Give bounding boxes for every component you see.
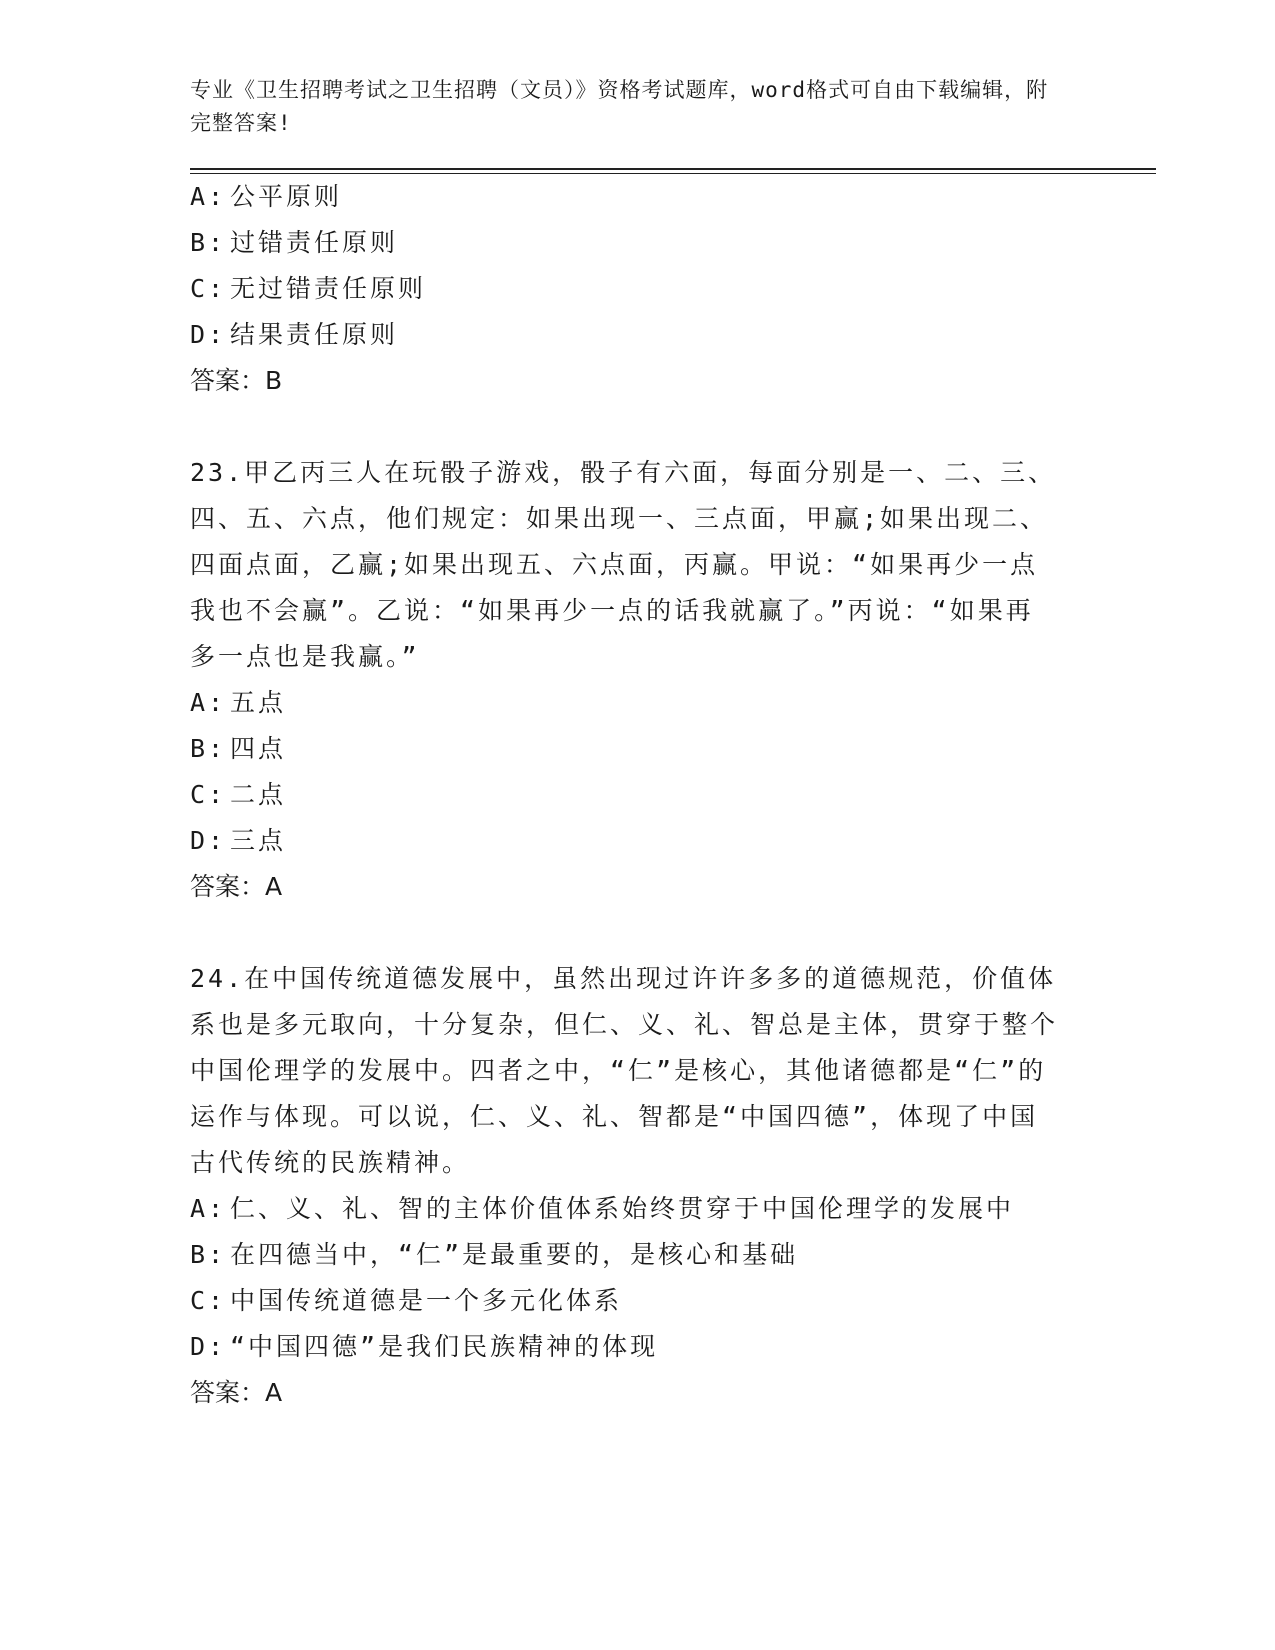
option-a: [190, 1186, 1090, 1232]
question-22: [190, 174, 1090, 404]
option-c: [190, 772, 1090, 818]
option-b: [190, 1232, 1090, 1278]
option-a: [190, 680, 1090, 726]
option-key: C:: [190, 274, 227, 303]
option-text: 二点: [230, 780, 287, 809]
spacer: [190, 404, 1090, 450]
option-d: [190, 1324, 1090, 1370]
option-d: [190, 818, 1090, 864]
option-text: 在四德当中，“仁”是最重要的，是核心和基础: [230, 1240, 799, 1269]
option-text: 结果责任原则: [230, 320, 399, 349]
option-c: [190, 266, 1090, 312]
option-text: 公平原则: [230, 182, 343, 211]
option-text: 仁、义、礼、智的主体价值体系始终贯穿于中国伦理学的发展中: [230, 1194, 1015, 1223]
option-text: “中国四德”是我们民族精神的体现: [230, 1332, 659, 1361]
spacer: [190, 910, 1090, 956]
answer-line: 答案：B: [190, 366, 283, 395]
question-stem: 23.甲乙丙三人在玩骰子游戏，骰子有六面，每面分别是一、二、三、四、五、六点，他们规定：如果出现一、三点面，甲赢;如果出现二、四面点面，乙赢;如果出现五、六点面，丙赢。甲说：“如果再少一点我也不会赢”。乙说：“如果再少一点的话我就赢了。”丙说：“如果再多一点也是我赢。”: [190, 458, 1057, 671]
option-c: [190, 1278, 1090, 1324]
option-key: D:: [190, 1332, 227, 1361]
option-text: 五点: [230, 688, 287, 717]
option-key: B:: [190, 228, 227, 257]
option-b: [190, 726, 1090, 772]
option-a: [190, 174, 1090, 220]
option-key: A:: [190, 182, 227, 211]
answer-line: 答案：A: [190, 872, 283, 901]
document-header: 专业《卫生招聘考试之卫生招聘（文员）》资格考试题库，word格式可自由下载编辑，附完整答案!: [190, 78, 1049, 135]
option-key: C:: [190, 1286, 227, 1315]
question-23: [190, 450, 1090, 910]
option-key: A:: [190, 688, 227, 717]
option-key: D:: [190, 826, 227, 855]
option-text: 四点: [230, 734, 287, 763]
option-d: [190, 312, 1090, 358]
option-text: 三点: [230, 826, 287, 855]
answer-line: 答案：A: [190, 1378, 283, 1407]
option-key: B:: [190, 1240, 227, 1269]
option-key: A:: [190, 1194, 227, 1223]
option-b: [190, 220, 1090, 266]
option-key: D:: [190, 320, 227, 349]
option-key: C:: [190, 780, 227, 809]
question-stem: 24.在中国传统道德发展中，虽然出现过许许多多的道德规范，价值体系也是多元取向，十分复杂，但仁、义、礼、智总是主体，贯穿于整个中国伦理学的发展中。四者之中，“仁”是核心，其他诸德都是“仁”的运作与体现。可以说，仁、义、礼、智都是“中国四德”，体现了中国古代传统的民族精神。: [190, 964, 1059, 1177]
option-text: 过错责任原则: [230, 228, 399, 257]
question-24: [190, 956, 1090, 1416]
document-page: [190, 74, 1090, 1416]
option-key: B:: [190, 734, 227, 763]
option-text: 中国传统道德是一个多元化体系: [230, 1286, 623, 1315]
option-text: 无过错责任原则: [230, 274, 427, 303]
